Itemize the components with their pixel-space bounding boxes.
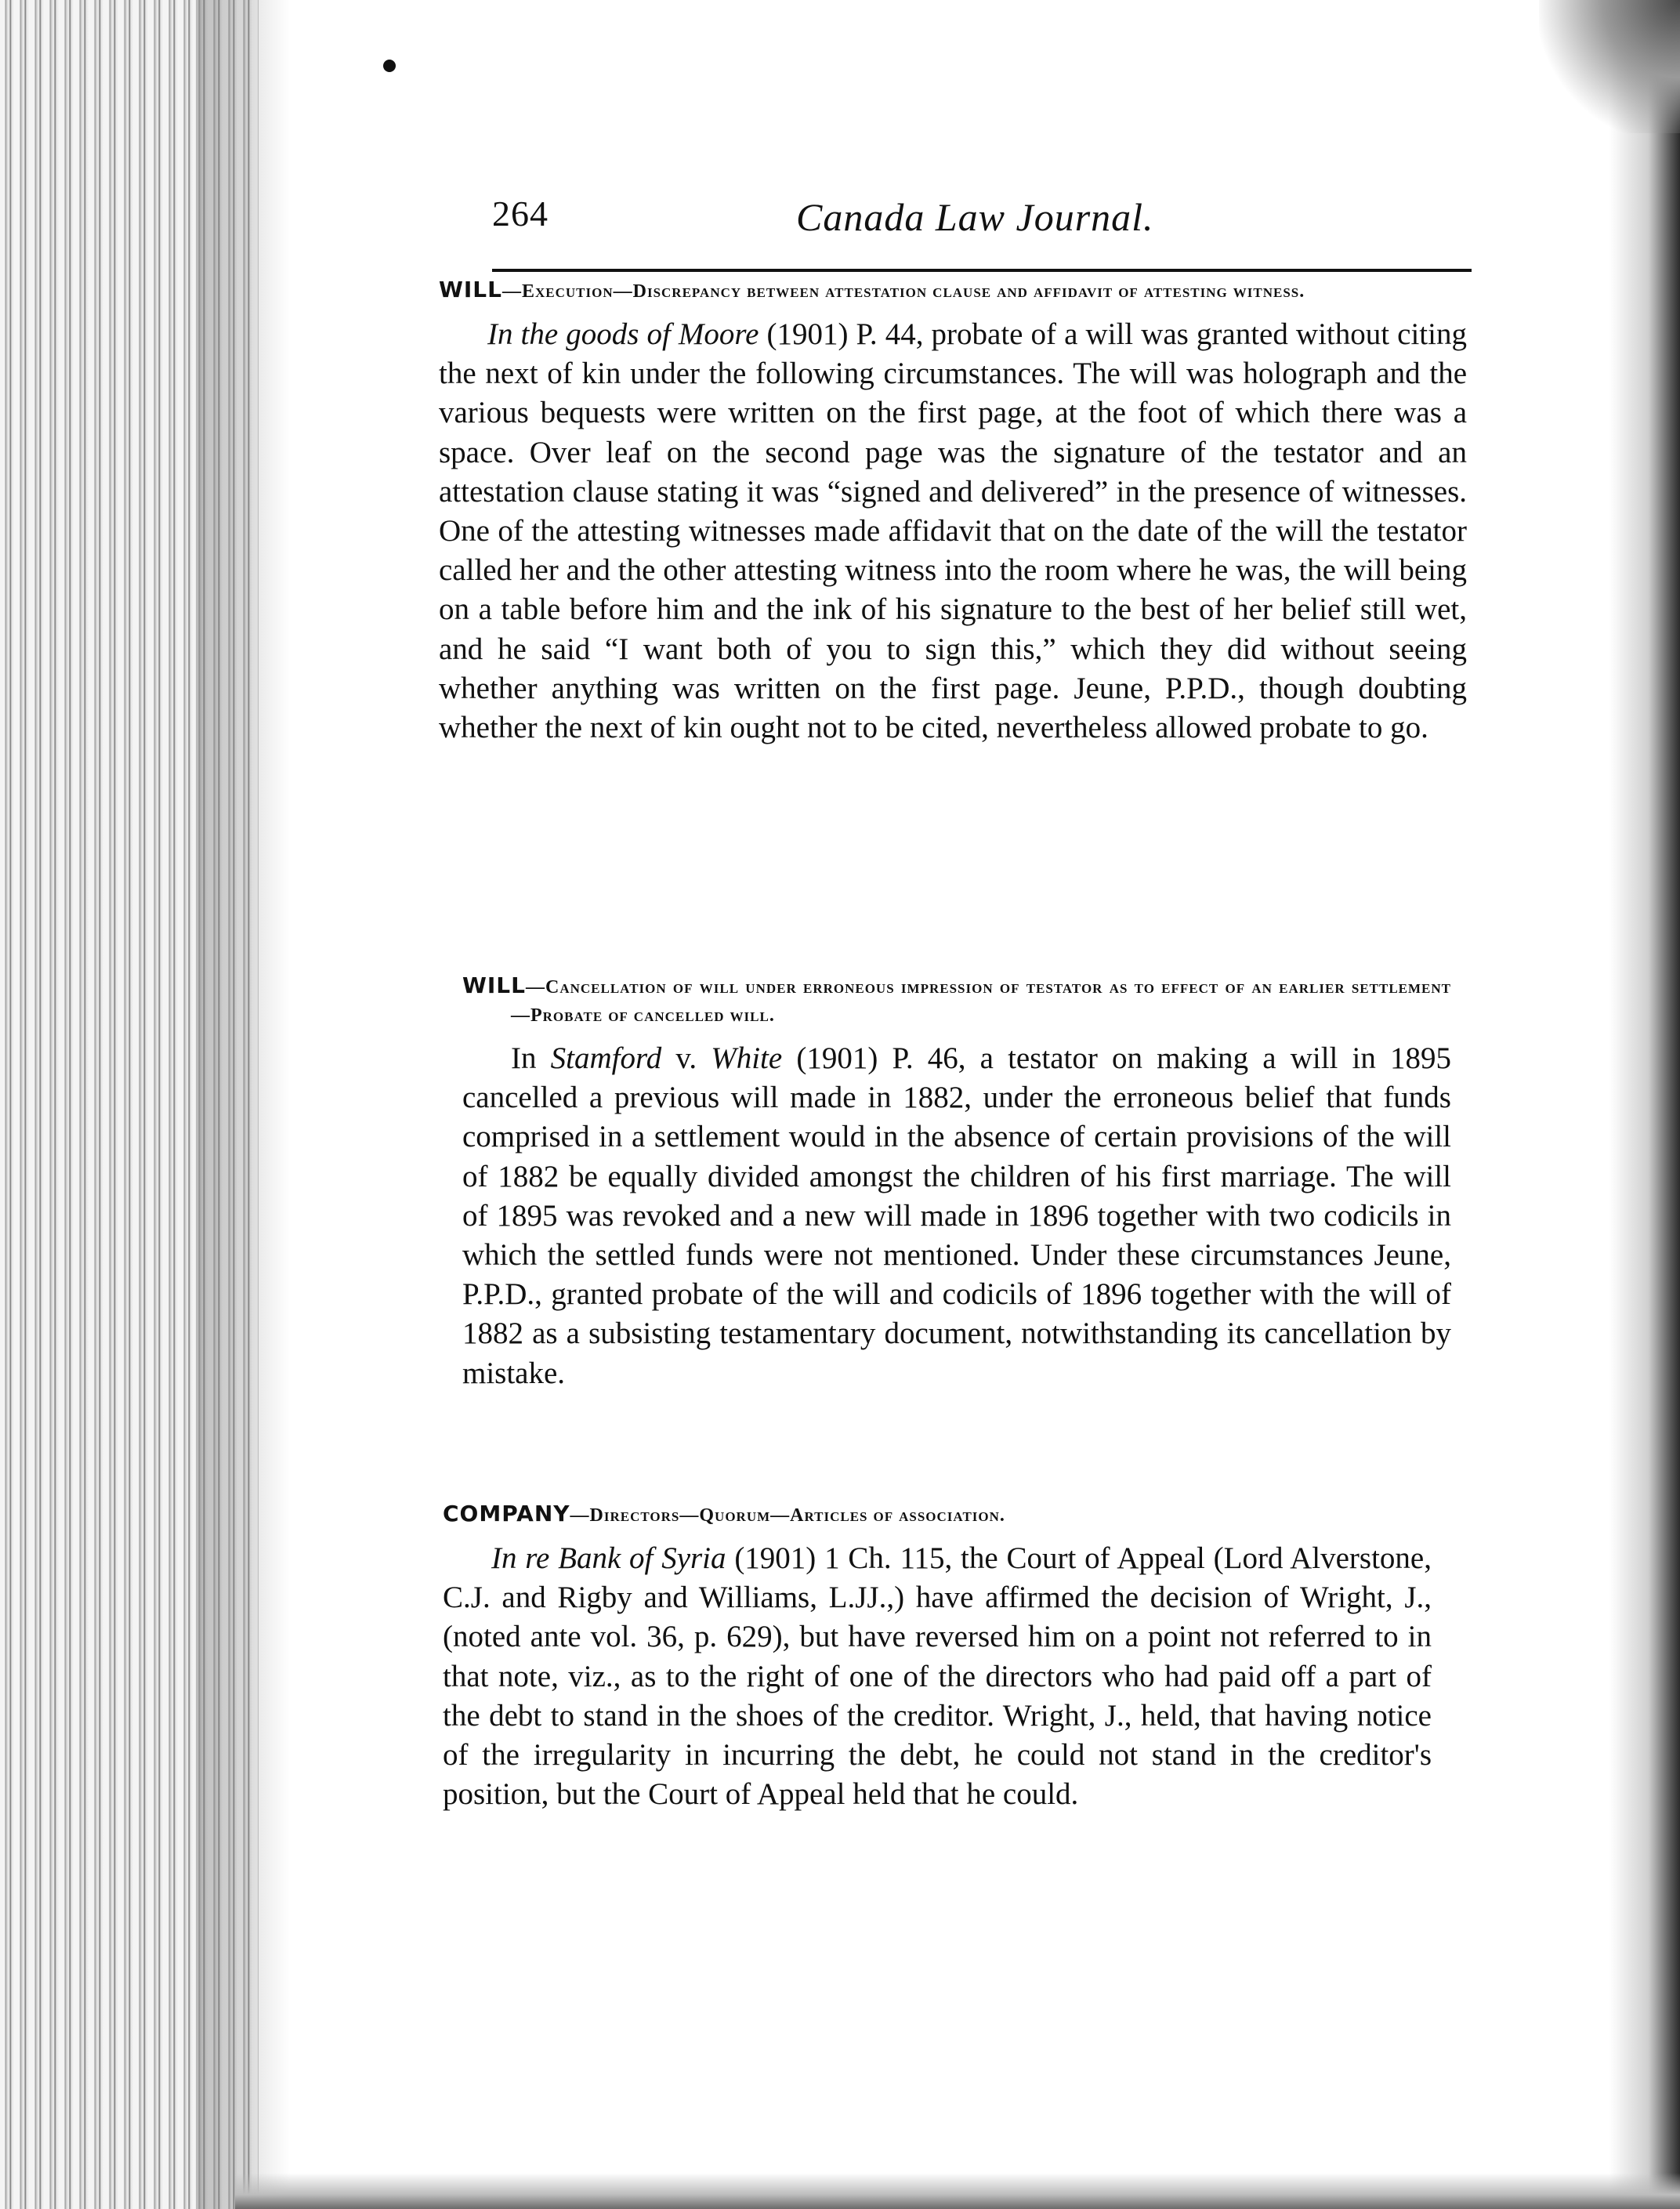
page-corner-shadow bbox=[1539, 0, 1680, 133]
section-heading bbox=[443, 1500, 1432, 1530]
heading-text: —Cancellation of will under erroneous impression of testator as to effect of an earlier settlement—Probate of cancelled will. bbox=[511, 977, 1451, 1026]
page-edge-bottom bbox=[235, 2173, 1680, 2209]
page-number: 264 bbox=[492, 194, 549, 234]
paragraph-text: (1901) 1 Ch. 115, the Court of Appeal (Lord Alverstone, C.J. and Rigby and Williams, L.JJ.,) have affirmed the decision of Wright, J., (noted ante vol. 36, p. 629), but have reversed him on a point not referred to in that note, viz., as to the right of one of the directors who had paid off a part of the debt to stand in the shoes of the creditor. Wright, J., held, that having notice of the irregularity in incurring the debt, he could not stand in the creditor's position, but the Court of Appeal held that he could. bbox=[443, 1541, 1432, 1812]
heading-keyword: WILL bbox=[462, 972, 526, 998]
heading-keyword: WILL bbox=[439, 277, 502, 302]
ink-spot bbox=[383, 60, 396, 72]
section-heading bbox=[462, 972, 1451, 1030]
heading-text: —Execution—Discrepancy between attestation clause and affidavit of attesting witness. bbox=[502, 281, 1305, 302]
section-heading bbox=[439, 276, 1467, 306]
journal-title: Canada Law Journal. bbox=[796, 195, 1154, 239]
paragraph-text: (1901) P. 44, probate of a will was granted without citing the next of kin under the following circumstances. The will was holograph and the various bequests were written on the first page, at the foot of which there was a space. Over leaf on the second page was the signature of the testator and an attestation clause stating it was “signed and delivered” in the presence of witnesses. One of the attesting witnesses made affidavit that on the date of the will the testator called her and the other attesting witness into the room where he was, the will being on a table before him and the ink of his signature to the best of her belief still wet, and he said “I want both of you to sign this,” which they did without seeing whether anything was written on the first page. Jeune, P.P.D., though doubting whether the next of kin ought not to be cited, nevertheless allowed probate to go. bbox=[439, 317, 1467, 745]
gutter-shadow bbox=[196, 0, 290, 2209]
heading-keyword: COMPANY bbox=[443, 1501, 570, 1526]
running-head bbox=[492, 186, 1470, 259]
paragraph-text: (1901) P. 46, a testator on making a will in 1895 cancelled a previous will made in 1882, under the erroneous belief that funds comprised in a settlement would in the absence of certain provisions of the will of 1882 be equally divided amongst the children of his first marriage. The will of 1895 was revoked and a new will made in 1896 together with two codicils in which the settled funds were not mentioned. Under these circumstances Jeune, P.P.D., granted probate of the will and codicils of 1896 together with the will of 1882 as a subsisting testamentary document, notwithstanding its cancellation by mistake. bbox=[462, 1041, 1452, 1390]
case-name-defendant: White bbox=[711, 1041, 783, 1075]
page-edge-right bbox=[1609, 0, 1680, 2209]
case-name-plaintiff: Stamford bbox=[550, 1041, 662, 1075]
heading-text: —Directors—Quorum—Articles of association. bbox=[570, 1505, 1005, 1526]
section-paragraph bbox=[462, 1039, 1451, 1393]
section-company-directors bbox=[443, 1500, 1432, 1845]
section-will-execution bbox=[439, 276, 1467, 778]
header-rule bbox=[492, 269, 1472, 272]
section-will-cancellation bbox=[462, 972, 1451, 1424]
case-name: In the goods of Moore bbox=[487, 317, 759, 351]
case-name: In re Bank of Syria bbox=[491, 1541, 726, 1575]
case-prefix: In bbox=[511, 1041, 551, 1075]
section-paragraph bbox=[439, 315, 1467, 748]
section-paragraph bbox=[443, 1539, 1432, 1814]
case-versus: v. bbox=[661, 1041, 711, 1075]
